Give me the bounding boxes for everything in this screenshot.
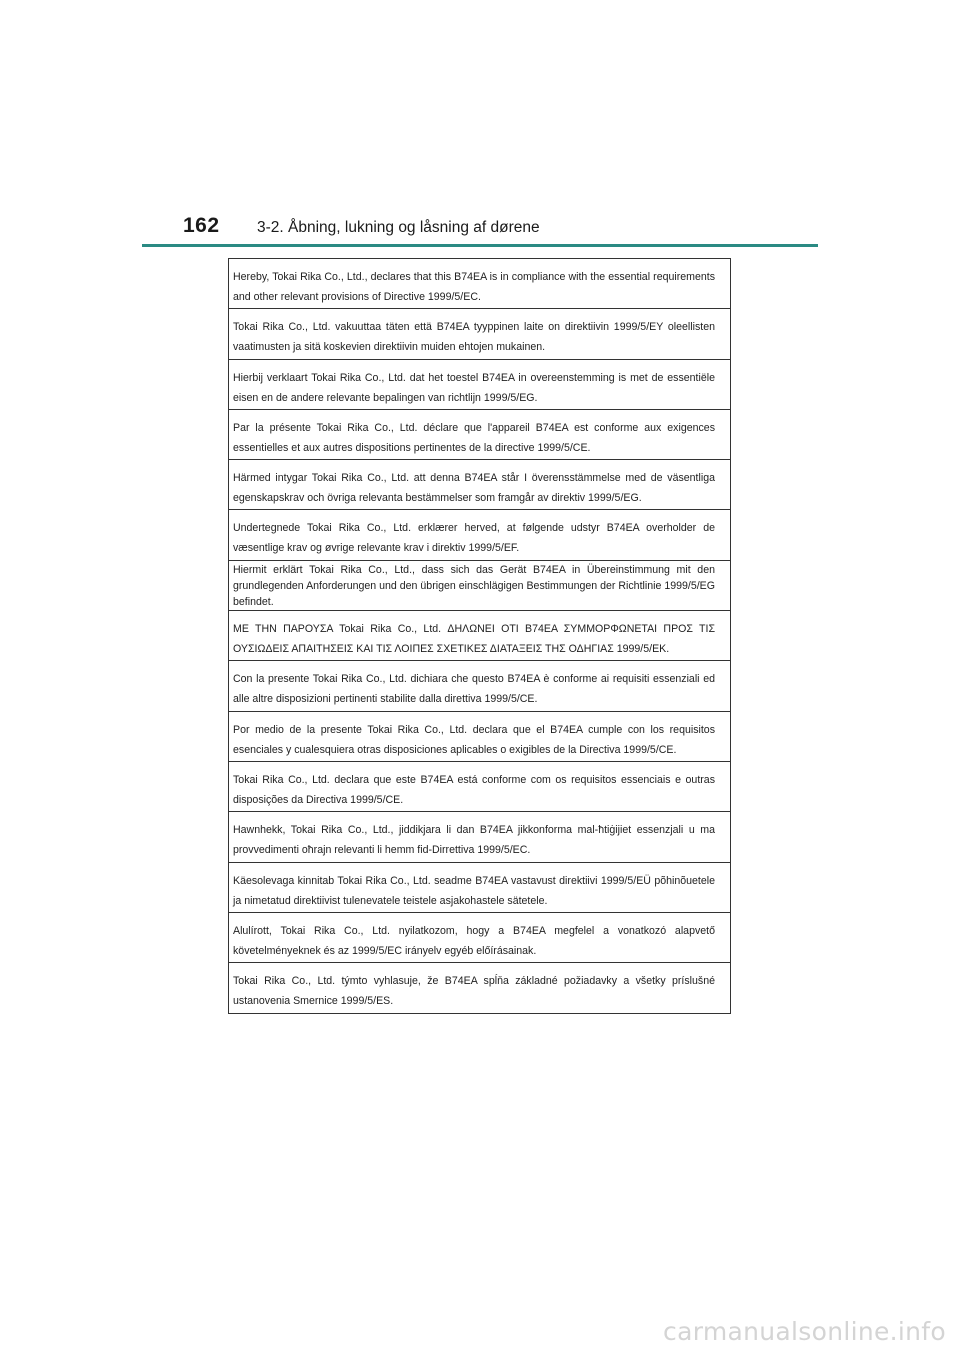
declaration-text: Con la presente Tokai Rika Co., Ltd. dichiara che questo B74EA è conforme ai requisiti essenziali ed alle altre disposizioni pertinenti stabilite dalla direttiva 1999/5/CE.: [233, 673, 715, 706]
declaration-text: Hawnhekk, Tokai Rika Co., Ltd., jiddikjara li dan B74EA jikkonforma mal-ħtiġijiet essenzjali u ma provvedimenti oħrajn relevanti li hemm fid-Dirrettiva 1999/5/EC.: [233, 824, 715, 857]
watermark-link[interactable]: carmanualsonline.info: [663, 1317, 946, 1346]
declaration-row-german: [229, 561, 730, 611]
declaration-text: Härmed intygar Tokai Rika Co., Ltd. att denna B74EA står I överensstämmelse med de väsentliga egenskapskrav och övriga relevanta bestämmelser som framgår av direktiv 1999/5/EG.: [233, 472, 715, 505]
declaration-row-french: [229, 410, 730, 460]
declaration-row-swedish: [229, 460, 730, 510]
declaration-row-dutch: [229, 360, 730, 410]
declaration-row-italian: [229, 661, 730, 711]
header-rule: [142, 244, 818, 247]
declaration-row-english: [229, 259, 730, 309]
declaration-row-hungarian: [229, 913, 730, 963]
page-title: 3-2. Åbning, lukning og låsning af dørene: [257, 219, 540, 236]
declaration-table: [228, 258, 731, 1014]
declaration-row-estonian: [229, 863, 730, 913]
declaration-text: ΜΕ ΤΗΝ ΠΑΡΟΥΣΑ Tokai Rika Co., Ltd. ΔΗΛΩΝΕΙ ΟΤΙ B74EA ΣΥΜΜΟΡΦΩΝΕΤΑΙ ΠΡΟΣ ΤΙΣ ΟΥΣΙΩΔΕΙΣ ΑΠΑΙΤΗΣΕΙΣ ΚΑΙ ΤΙΣ ΛΟΙΠΕΣ ΣΧΕΤΙΚΕΣ ΔΙΑΤΑΞΕΙΣ ΤΗΣ ΟΔΗΓΙΑΣ 1999/5/ΕΚ.: [233, 623, 715, 656]
declaration-row-greek: [229, 611, 730, 661]
declaration-text: Tokai Rika Co., Ltd. declara que este B74EA está conforme com os requisitos essenciais e outras disposições da Directiva 1999/5/CE.: [233, 773, 715, 806]
declaration-text: Alulírott, Tokai Rika Co., Ltd. nyilatkozom, hogy a B74EA megfelel a vonatkozó alapvető követelményeknek és az 1999/5/EC irányelv egyéb előírásainak.: [233, 924, 715, 957]
declaration-row-slovak: [229, 963, 730, 1013]
declaration-row-maltese: [229, 812, 730, 862]
declaration-text: Hiermit erklärt Tokai Rika Co., Ltd., dass sich das Gerät B74EA in Übereinstimmung mit den grundlegenden Anforderungen und den übrigen einschlägigen Bestimmungen der Richtlinie 1999/5/EG befindet.: [233, 563, 715, 608]
declaration-text: Hereby, Tokai Rika Co., Ltd., declares that this B74EA is in compliance with the essential requirements and other relevant provisions of Directive 1999/5/EC.: [233, 271, 715, 303]
declaration-text: Par la présente Tokai Rika Co., Ltd. déclare que l'appareil B74EA est conforme aux exigences essentielles et aux autres dispositions pertinentes de la directive 1999/5/CE.: [233, 421, 715, 454]
declaration-text: Por medio de la presente Tokai Rika Co., Ltd. declara que el B74EA cumple con los requisitos esenciales y cualesquiera otras disposiciones aplicables o exigibles de la Directiva 1999/5/CE.: [233, 723, 715, 756]
declaration-text: Tokai Rika Co., Ltd. vakuuttaa täten että B74EA tyyppinen laite on direktiivin 1999/5/EY oleellisten vaatimusten ja sitä koskevien direktiivin muiden ehtojen mukainen.: [233, 321, 715, 354]
page-number: 162: [183, 214, 220, 237]
declaration-text: Undertegnede Tokai Rika Co., Ltd. erklærer herved, at følgende udstyr B74EA overholder de væsentlige krav og øvrige relevante krav i direktiv 1999/5/EF.: [233, 522, 715, 555]
declaration-text: Käesolevaga kinnitab Tokai Rika Co., Ltd. seadme B74EA vastavust direktiivi 1999/5/EÜ põhinõuetele ja nimetatud direktiivist tulenevatele teistele asjakohastele sätetele.: [233, 874, 715, 907]
declaration-row-danish: [229, 510, 730, 560]
declaration-row-finnish: [229, 309, 730, 359]
declaration-row-portuguese: [229, 762, 730, 812]
declaration-text: Tokai Rika Co., Ltd. týmto vyhlasuje, že B74EA spĺňa základné požiadavky a všetky príslušné ustanovenia Smernice 1999/5/ES.: [233, 975, 715, 1008]
declaration-text: Hierbij verklaart Tokai Rika Co., Ltd. dat het toestel B74EA in overeenstemming is met de essentiële eisen en de andere relevante bepalingen van richtlijn 1999/5/EG.: [233, 371, 715, 404]
declaration-row-spanish: [229, 712, 730, 762]
